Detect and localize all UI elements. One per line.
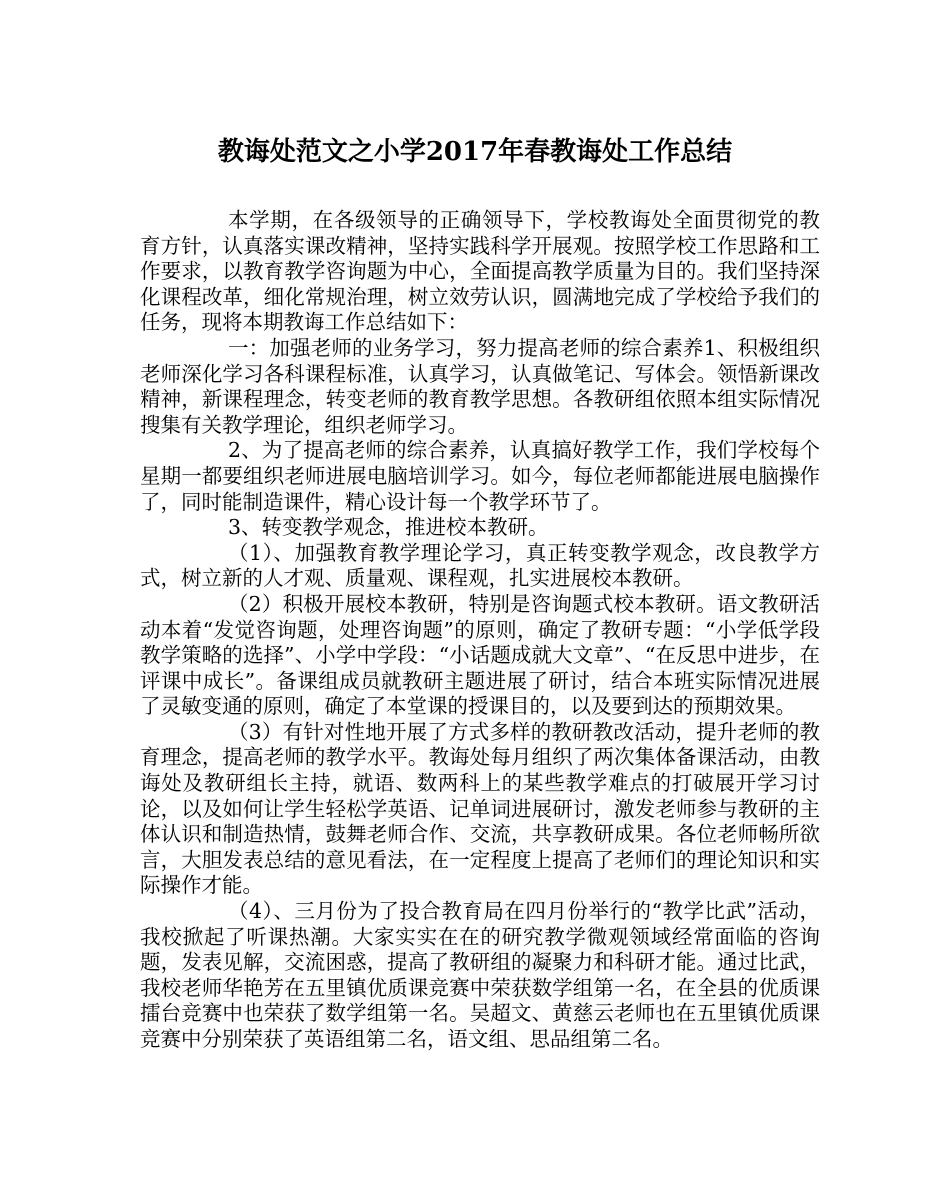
paragraph-subitem-1: （1）、加强教育教学理论学习，真正转变教学观念，改良教学方式，树立新的人才观、质量观、课程观，扎实进展校本教研。: [140, 540, 820, 591]
paragraph-section-1: 一：加强老师的业务学习，努力提高老师的综合素养1、积极组织老师深化学习各科课程标准，认真学习，认真做笔记、写体会。领悟新课改精神，新课程理念，转变老师的教育教学思想。各教研组依照本组实际情况搜集有关教学理论，组织老师学习。: [140, 335, 820, 437]
paragraph-item-3: 3、转变教学观念，推进校本教研。: [228, 515, 549, 540]
paragraph-item-2: 2、为了提高老师的综合素养，认真搞好教学工作，我们学校每个星期一都要组织老师进展电脑培训学习。如今，每位老师都能进展电脑操作了，同时能制造课件，精心设计每一个教学环节了。: [140, 438, 820, 514]
paragraph-intro: 本学期，在各级领导的正确领导下，学校教诲处全面贯彻党的教育方针，认真落实课改精神，坚持实践科学开展观。按照学校工作思路和工作要求，以教育教学咨询题为中心，全面提高教学质量为目的。我们坚持深化课程改革，细化常规治理，树立效劳认识，圆满地完成了学校给予我们的任务，现将本期教诲工作总结如下：: [140, 208, 820, 335]
paragraph-subitem-4: （4）、三月份为了投合教育局在四月份举行的“教学比武”活动，我校掀起了听课热潮。大家实实在在的研究教学微观领域经常面临的咨询题，发表见解，交流困惑，提高了教研组的凝聚力和科研才能。通过比武，我校老师华艳芳在五里镇优质课竞赛中荣获数学组第一名，在全县的优质课擂台竞赛中也荣获了数学组第一名。吴超文、黄慈云老师也在五里镇优质课竞赛中分别荣获了英语组第二名，语文组、思品组第二名。: [140, 899, 820, 1051]
document-body: [140, 208, 820, 1053]
paragraph-subitem-3: （3）有针对性地开展了方式多样的教研教改活动，提升老师的教育理念，提高老师的教学水平。教诲处每月组织了两次集体备课活动，由教诲处及教研组长主持，就语、数两科上的某些教学难点的打破展开学习讨论，以及如何让学生轻松学英语、记单词进展研讨，激发老师参与教研的主体认识和制造热情，鼓舞老师合作、交流，共享教研成果。各位老师畅所欲言，大胆发表总结的意见看法，在一定程度上提高了老师们的理论知识和实际操作才能。: [140, 719, 820, 898]
paragraph-subitem-2: （2）积极开展校本教研，特别是咨询题式校本教研。语文教研活动本着“发觉咨询题，处理咨询题”的原则，确定了教研专题：“小学低学段教学策略的选择”、小学中学段：“小话题成就大文章”、“在反思中进步，在评课中成长”。备课组成员就教研主题进展了研讨，结合本班实际情况进展了灵敏变通的原则，确定了本堂课的授课目的，以及要到达的预期效果。: [140, 591, 820, 719]
document-title: 教诲处范文之小学2017年春教诲处工作总结: [217, 137, 733, 167]
